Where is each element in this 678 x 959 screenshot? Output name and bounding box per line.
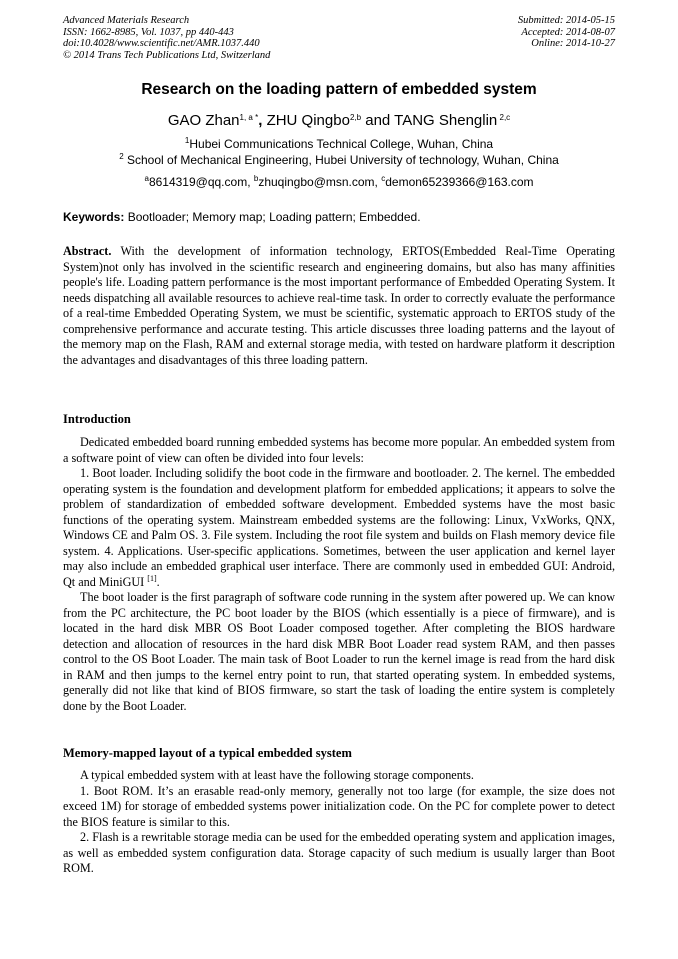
author-name: TANG Shenglin [394, 112, 498, 129]
affiliation-text: School of Mechanical Engineering, Hubei University of technology, Wuhan, China [123, 153, 559, 167]
journal-info [63, 15, 270, 61]
affiliation-2 [0, 153, 678, 167]
keywords-label: Keywords: [63, 210, 125, 224]
accepted-date: Accepted: 2014-08-07 [521, 26, 615, 38]
keywords-text: Bootloader; Memory map; Loading pattern; Embedded. [124, 210, 421, 224]
author-separator: , [258, 112, 267, 129]
author-sup: 2,c [497, 113, 511, 122]
abstract [63, 244, 615, 368]
online-date: Online: 2014-10-27 [531, 38, 615, 50]
abstract-label: Abstract. [63, 244, 112, 258]
paragraph: 1. Boot ROM. It’s an erasable read-only memory, generally not too large (for example, the size does not exceed 1M) for storage of embedded systems power initialization code. On the PC for complete power to detect the BIOS feature is similar to this. [63, 783, 615, 829]
citation-ref: [1] [147, 573, 157, 583]
paragraph-text: . [156, 574, 160, 589]
doi-line: doi:10.4028/www.scientific.net/AMR.1037.440 [63, 38, 260, 50]
affiliation-1 [0, 137, 678, 151]
author-sup: 2,b [349, 113, 362, 122]
submitted-date: Submitted: 2014-05-15 [517, 15, 615, 26]
paragraph: The boot loader is the first paragraph of software code running in the system after powered up. We can know from the PC architecture, the PC boot loader by the BIOS (which essentially is a piece of firmware), and is located in the hard disk MBR OS Boot Loader composed together. After completing the BIOS hardware detection and allocation of resources in the hard disk MBR Boot Loader read system RAM, and then passes control to the OS Boot Loader. The main task of Boot Loader to run the kernel image is read from the hard disk in RAM and then jumps to the kernel entry point to run, that started operating system. In embedded systems, generally did not like that kind of BIOS firmware, so start the task of loading the entire system is completely done by the Boot Loader. [63, 590, 615, 713]
email-sup: c [381, 174, 386, 183]
author-sup: 1, a * [239, 113, 259, 122]
affiliation-text: Hubei Communications Technical College, Wuhan, China [189, 137, 494, 151]
affiliation-sup: 2 [119, 152, 124, 161]
affiliation-sup: 1 [184, 136, 190, 145]
paper-title: Research on the loading pattern of embedded system [141, 81, 537, 98]
copyright-line: © 2014 Trans Tech Publications Ltd, Switzerland [63, 49, 271, 61]
paragraph: 2. Flash is a rewritable storage media can be used for the embedded operating system and application images, as well as embedded system configuration data. Storage capacity of such medium is usually larger than Boot ROM. [63, 830, 615, 875]
paragraph: Dedicated embedded board running embedded systems has become more popular. An embedded system from a software point of view can often be divided into four levels: [63, 435, 615, 465]
email-sup: b [253, 174, 259, 183]
journal-name: Advanced Materials Research [63, 15, 190, 26]
email-address: demon65239366@163.com [385, 175, 534, 189]
email-sup: a [144, 174, 149, 183]
section-heading-introduction: Introduction [63, 412, 131, 426]
email-address: 8614319@qq.com, [148, 175, 254, 189]
author-separator: and [361, 112, 395, 129]
section-heading-memory: Memory-mapped layout of a typical embedded system [63, 746, 352, 760]
author-list [0, 112, 678, 129]
author-name: GAO Zhan [167, 112, 240, 129]
memory-section-body [63, 768, 615, 877]
paragraph: A typical embedded system with at least have the following storage components. [80, 768, 474, 782]
email-list [0, 175, 678, 189]
abstract-text: With the development of information technology, ERTOS(Embedded Real-Time Operating System)not only has involved in the scientific research and engineering domains, but also has many affinities people's life. Loading pattern performance is the most important performance of Embedded Operating System. It needs dispatching all available resources to achieve real-time task. In order to correctly evaluate the performance of a real-time Embedded Operating System, we must be scientific, systematic approach to ERTOS study of the comprehensive performance and accurate testing. This article discusses three loading patterns and the layout of the memory map on the Flash, RAM and external storage media, with tested on hardware platform it description the advantages and disadvantages of this three loading pattern. [63, 244, 615, 367]
dates-info [518, 15, 615, 50]
author-name: ZHU Qingbo [266, 112, 350, 129]
email-address: zhuqingbo@msn.com, [258, 175, 382, 189]
paragraph [63, 466, 615, 590]
introduction-body [63, 435, 615, 714]
keywords [63, 210, 615, 224]
issn-line: ISSN: 1662-8985, Vol. 1037, pp 440-443 [63, 26, 234, 38]
paragraph-text: 1. Boot loader. Including solidify the boot code in the firmware and bootloader. 2. The kernel. The embedded operating system is the foundation and development platform for embedded applications; it appears to solve the problem of standardization of embedded software development. Embedded systems have the most basic functions of the operating system. Mainstream embedded systems are the following: Linux, VxWorks, QNX, Windows CE and Palm OS. 3. File system. Including the root file system and builds on Flash memory device file system. 4. Applications. User-specific applications. Sometimes, between the user application and kernel layer may also include an embedded graphical user interface. There are commonly used in embedded GUI: Android, Qt and MiniGUI [63, 466, 615, 589]
